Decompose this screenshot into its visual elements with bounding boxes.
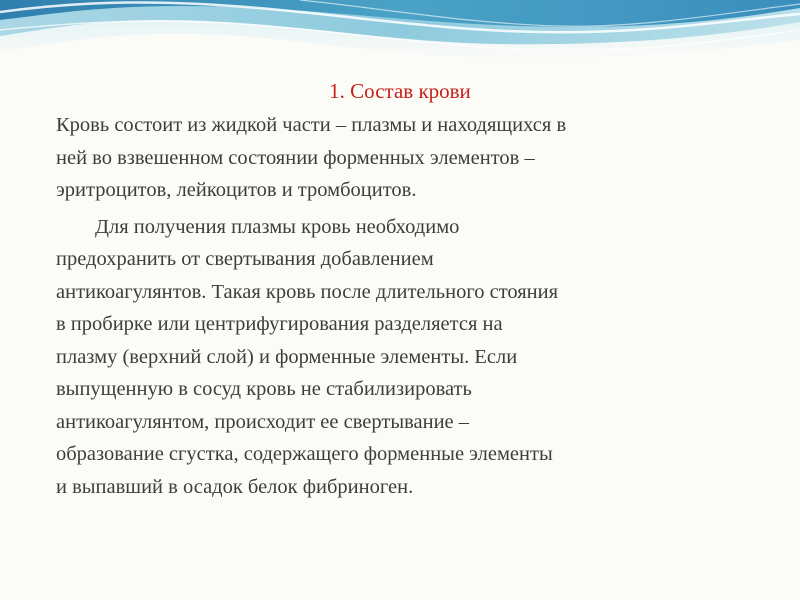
text-line: образование сгустка, содержащего форменные элементы [56, 443, 553, 465]
text-line: антикоагулянтов. Такая кровь после длительного стояния [56, 280, 559, 303]
text-line: эритроцитов, лейкоцитов и тромбоцитов. [56, 179, 417, 201]
text-line: предохранить от свертывания добавлением [56, 248, 434, 270]
text-line: и выпавший в осадок белок фибриноген. [56, 475, 414, 498]
text-line: выпущенную в сосуд кровь не стабилизировать [56, 378, 472, 400]
text-line: антикоагулянтом, происходит ее свертывание – [56, 410, 470, 433]
text-line: Для получения плазмы кровь необходимо [95, 215, 460, 238]
paragraph-1 [56, 109, 756, 207]
text-line: Кровь состоит из жидкой части – плазмы и находящихся в [56, 114, 567, 136]
text-line: плазму (верхний слой) и форменные элементы. Если [56, 345, 518, 368]
text-line: ней во взвешенном состоянии форменных элементов – [56, 146, 535, 169]
slide-title: 1. Состав крови [329, 79, 471, 103]
paragraph-2 [56, 211, 756, 504]
slide-body [56, 109, 756, 503]
decorative-wave-header [0, 0, 800, 75]
text-line: в пробирке или центрифугирования разделяется на [56, 313, 503, 335]
